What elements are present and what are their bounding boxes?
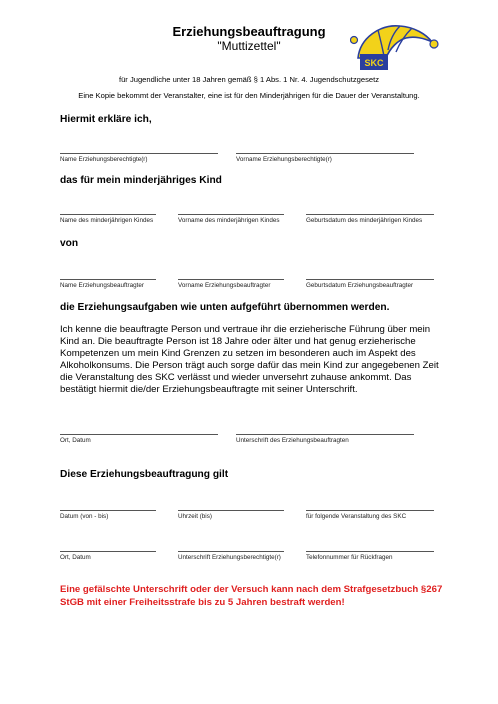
caption-phone: Telefonnummer für Rückfragen [306, 554, 393, 561]
document-subtitle: "Muttizettel" [217, 39, 281, 53]
field-line-time-until[interactable] [178, 510, 284, 511]
section5-heading: Diese Erziehungsbeauftragung gilt [60, 469, 229, 480]
caption-child-firstname: Vorname des minderjährigen Kindes [178, 217, 280, 224]
caption-event: für folgende Veranstaltung des SKC [306, 513, 407, 520]
field-line-parent-signature[interactable] [178, 551, 284, 552]
intro-line-2: Eine Kopie bekommt der Veranstalter, eine ist für den Minderjährigen für die Dauer der Veranstaltung. [78, 91, 420, 100]
field-line-place-date[interactable] [60, 434, 218, 435]
field-line-child-birthdate[interactable] [306, 214, 434, 215]
document-title: Erziehungsbeauftragung [172, 24, 326, 39]
section2-heading: das für mein minderjähriges Kind [60, 175, 222, 186]
field-line-event[interactable] [306, 510, 434, 511]
caption-date-range: Datum (von - bis) [60, 513, 109, 520]
field-line-guardian-name[interactable] [60, 279, 156, 280]
caption-guardian-birthdate: Geburtsdatum Erziehungsbeauftragter [306, 282, 414, 289]
legal-warning: Eine gefälschte Unterschrift oder der Versuch kann nach dem Strafgesetzbuch §267 StGB mit einer Freiheitsstrafe bis zu 5 Jahren bestraft werden! [60, 584, 443, 608]
caption-child-name: Name des minderjährigen Kindes [60, 217, 154, 224]
section1-heading: Hiermit erkläre ich, [60, 114, 152, 125]
field-line-guardian-signature[interactable] [236, 434, 414, 435]
caption-place-date: Ort, Datum [60, 437, 91, 444]
caption-time-until: Uhrzeit (bis) [178, 513, 212, 520]
caption-parent-firstname: Vorname Erziehungsberechtigte(r) [236, 156, 332, 163]
field-line-place-date-2[interactable] [60, 551, 156, 552]
field-line-parent-name[interactable] [60, 153, 218, 154]
section3-heading: von [60, 238, 79, 249]
section4-heading: die Erziehungsaufgaben wie unten aufgeführt übernommen werden. [60, 302, 390, 313]
declaration-paragraph: Ich kenne die beauftragte Person und vertraue ihr die erzieherische Führung über mein Kind an. Die beauftragte Person ist 18 Jahre oder älter und hat genug erzieherische Kompetenzen um mein Kind Grenzen zu setzen im besonderen auch im Aspekt des Alkoholkonsums. Die Person trägt auch sorge dafür das mein Kind zur angegebenen Zeit die Veranstaltung des SKC verlässt und wieder unversehrt zuhause ankommt. Das bestätigt hiermit die/der Erziehungsbeauftragte mit seiner Unterschrift. [60, 324, 439, 396]
field-line-phone[interactable] [306, 551, 434, 552]
caption-child-birthdate: Geburtsdatum des minderjährigen Kindes [306, 217, 423, 224]
caption-place-date-2: Ort, Datum [60, 554, 91, 561]
field-line-guardian-birthdate[interactable] [306, 279, 434, 280]
field-line-child-name[interactable] [60, 214, 156, 215]
field-line-parent-firstname[interactable] [236, 153, 414, 154]
caption-parent-name: Name Erziehungsberechtigte(r) [60, 156, 148, 163]
caption-parent-signature: Unterschrift Erziehungsberechtigte(r) [178, 554, 281, 561]
field-line-date-range[interactable] [60, 510, 156, 511]
field-line-guardian-firstname[interactable] [178, 279, 284, 280]
skc-logo [350, 18, 440, 74]
caption-guardian-name: Name Erziehungsbeauftragter [60, 282, 145, 289]
caption-guardian-signature: Unterschrift des Erziehungsbeauftragten [236, 437, 349, 444]
field-line-child-firstname[interactable] [178, 214, 284, 215]
caption-guardian-firstname: Vorname Erziehungsbeauftragter [178, 282, 271, 289]
logo-text: SKC [364, 58, 384, 68]
intro-line-1: für Jugendliche unter 18 Jahren gemäß § 1 Abs. 1 Nr. 4. Jugendschutzgesetz [118, 75, 380, 84]
